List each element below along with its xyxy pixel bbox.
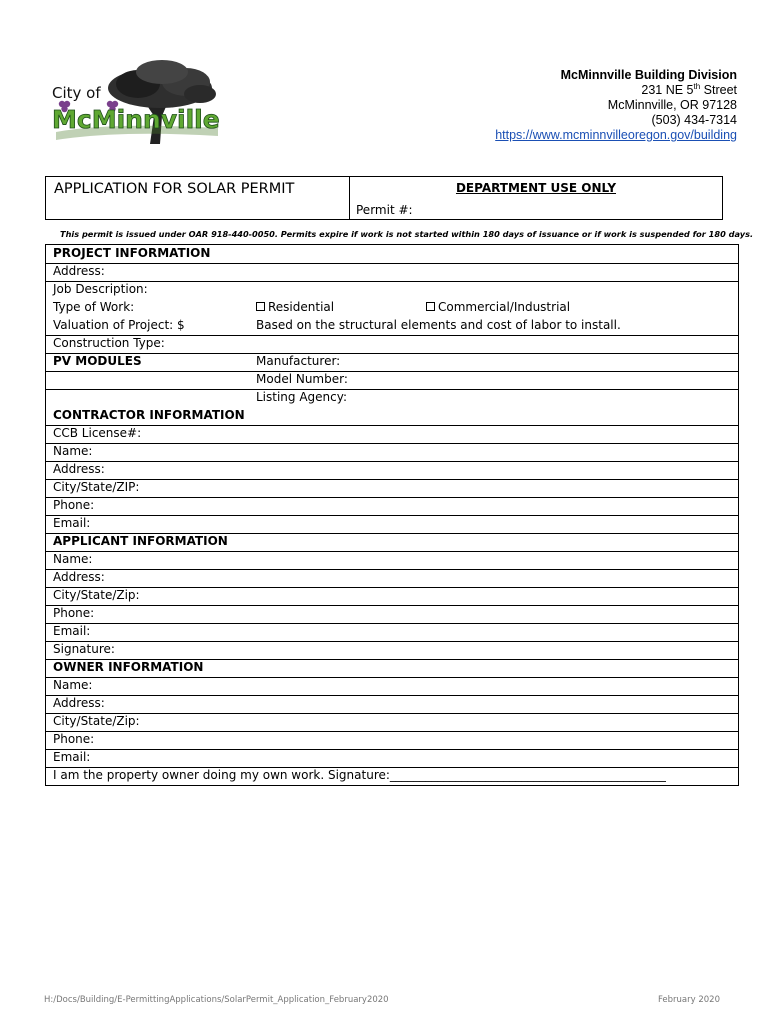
permit-number-field[interactable]: Permit #: — [356, 203, 413, 217]
ccb-license-field[interactable]: CCB License#: — [53, 426, 142, 440]
owner-signature-field[interactable]: I am the property owner doing my own work. Signature:______________________________________________ — [53, 768, 666, 782]
contractor-phone-field[interactable]: Phone: — [53, 498, 95, 512]
logo-text-mcminnville: McMinnville — [52, 105, 220, 134]
checkbox-icon — [256, 302, 265, 311]
division-name: McMinnville Building Division — [560, 68, 737, 82]
applicant-header: APPLICANT INFORMATION — [53, 534, 228, 548]
page-title: APPLICATION FOR SOLAR PERMIT — [54, 181, 295, 197]
city-logo — [50, 58, 222, 146]
applicant-email-field[interactable]: Email: — [53, 624, 91, 638]
contractor-email-field[interactable]: Email: — [53, 516, 91, 530]
owner-csz-field[interactable]: City/State/Zip: — [53, 714, 140, 728]
job-description-field[interactable]: Job Description: — [53, 282, 148, 296]
owner-header: OWNER INFORMATION — [53, 660, 204, 674]
applicant-address-field[interactable]: Address: — [53, 570, 105, 584]
department-use-heading: DEPARTMENT USE ONLY — [455, 181, 617, 195]
footer-date: February 2020 — [658, 995, 720, 1005]
application-form — [45, 244, 739, 786]
applicant-phone-field[interactable]: Phone: — [53, 606, 95, 620]
title-cell — [46, 177, 350, 219]
contractor-name-field[interactable]: Name: — [53, 444, 93, 458]
owner-phone-field[interactable]: Phone: — [53, 732, 95, 746]
division-url-link[interactable]: https://www.mcminnvilleoregon.gov/building — [495, 128, 737, 142]
logo-text-cityof: City of — [52, 84, 101, 102]
division-contact — [495, 68, 737, 143]
applicant-name-field[interactable]: Name: — [53, 552, 93, 566]
type-of-work-label: Type of Work: — [53, 300, 135, 314]
owner-address-field[interactable]: Address: — [53, 696, 105, 710]
construction-type-field[interactable]: Construction Type: — [53, 336, 165, 350]
division-city: McMinnville, OR 97128 — [607, 98, 737, 112]
footer-file-path: H:/Docs/Building/E-PermittingApplications/SolarPermit_Application_February2020 — [44, 995, 389, 1005]
owner-name-field[interactable]: Name: — [53, 678, 93, 692]
manufacturer-field[interactable]: Manufacturer: — [256, 354, 341, 368]
division-address: 231 NE 5th Street — [641, 81, 737, 97]
contractor-csz-field[interactable]: City/State/ZIP: — [53, 480, 140, 494]
pv-modules-header: PV MODULES — [53, 354, 142, 368]
applicant-csz-field[interactable]: City/State/Zip: — [53, 588, 140, 602]
applicant-signature-field[interactable]: Signature: — [53, 642, 115, 656]
valuation-field[interactable]: Valuation of Project: $ — [53, 318, 185, 332]
contractor-address-field[interactable]: Address: — [53, 462, 105, 476]
division-phone: (503) 434-7314 — [651, 113, 737, 127]
model-number-field[interactable]: Model Number: — [256, 372, 348, 386]
title-box — [45, 176, 723, 220]
contractor-header: CONTRACTOR INFORMATION — [53, 408, 245, 422]
valuation-note: Based on the structural elements and cost of labor to install. — [256, 318, 621, 332]
checkbox-icon — [426, 302, 435, 311]
commercial-checkbox[interactable]: Commercial/Industrial — [426, 300, 570, 314]
listing-agency-field[interactable]: Listing Agency: — [256, 390, 348, 404]
owner-email-field[interactable]: Email: — [53, 750, 91, 764]
residential-checkbox[interactable]: Residential — [256, 300, 334, 314]
project-header: PROJECT INFORMATION — [53, 246, 211, 260]
permit-notice: This permit is issued under OAR 918-440-0050. Permits expire if work is not started within 180 days of issuance or if work is suspended for 180 days. — [60, 229, 754, 239]
project-address-field[interactable]: Address: — [53, 264, 105, 278]
